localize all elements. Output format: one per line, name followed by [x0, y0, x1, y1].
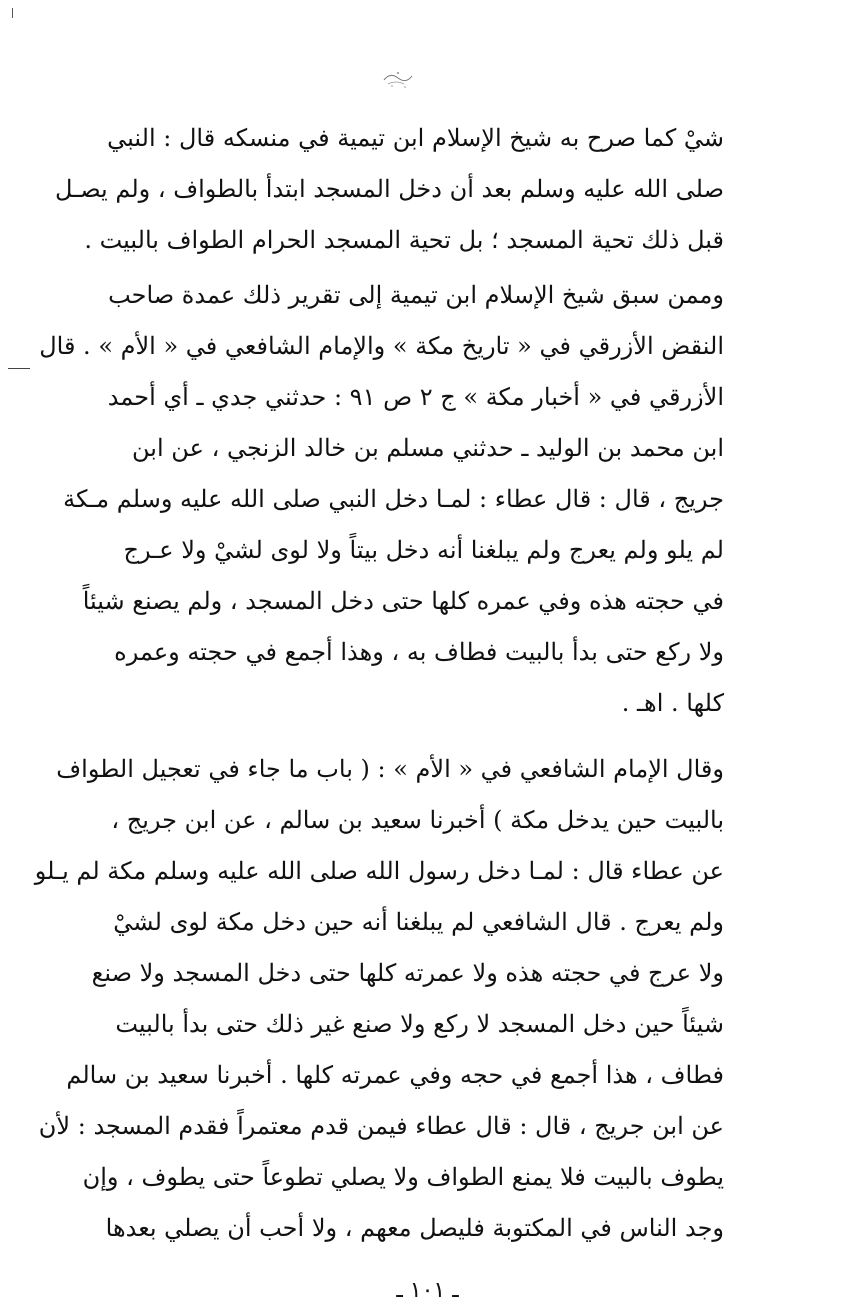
text-line: يطوف بالبيت فلا يمنع الطواف ولا يصلي تطوعاً حتى يطوف ، وإن: [82, 1163, 724, 1191]
paragraph-2: [39, 270, 724, 729]
text-line: وممن سبق شيخ الإسلام ابن تيمية إلى تقرير ذلك عمدة صاحب: [108, 281, 724, 309]
text-line: ولا عرج في حجته هذه ولا عمرته كلها حتى دخل المسجد ولا صنع: [91, 959, 724, 987]
text-line: جريج ، قال : قال عطاء : لمـا دخل النبي صلى الله عليه وسلم مـكة: [63, 485, 724, 513]
text-line: عن ابن جريج ، قال : قال عطاء فيمن قدم معتمراً فقدم المسجد : لأن: [38, 1112, 724, 1140]
page-number: ـ ١٠١ ـ: [396, 1278, 459, 1303]
text-line: كلها . اهـ .: [621, 689, 724, 717]
text-line: فطاف ، هذا أجمع في حجه وفي عمرته كلها . أخبرنا سعيد بن سالم: [66, 1061, 724, 1089]
text-line: وقال الإمام الشافعي في « الأم » : ( باب ما جاء في تعجيل الطواف: [56, 755, 724, 783]
paragraph-1: [55, 113, 724, 266]
text-line: لم يلو ولم يعرج ولم يبلغنا أنه دخل بيتاً ولا لوى لشيْ ولا عـرج: [123, 536, 724, 564]
text-line: بالبيت حين يدخل مكة ) أخبرنا سعيد بن سالم ، عن ابن جريج ،: [111, 806, 724, 834]
header-ornament-icon: [380, 66, 416, 90]
text-line: عن عطاء قال : لمـا دخل رسول الله صلى الله عليه وسلم مكة لم يـلو: [34, 857, 724, 885]
text-line: في حجته هذه وفي عمره كلها حتى دخل المسجد ، ولم يصنع شيئاً: [82, 587, 724, 615]
margin-rule: [8, 368, 30, 369]
scan-corner-mark: [12, 8, 17, 18]
text-line: ولا ركع حتى بدأ بالبيت فطاف به ، وهذا أجمع في حجته وعمره: [114, 638, 724, 666]
text-line: النقض الأزرقي في « تاريخ مكة » والإمام الشافعي في « الأم » . قال: [39, 332, 724, 360]
text-line: قبل ذلك تحية المسجد ؛ بل تحية المسجد الحرام الطواف بالبيت .: [84, 226, 724, 254]
text-line: ابن محمد بن الوليد ـ حدثني مسلم بن خالد الزنجي ، عن ابن: [132, 434, 724, 462]
text-line: شيْ كما صرح به شيخ الإسلام ابن تيمية في منسكه قال : النبي: [107, 124, 724, 152]
text-line: صلى الله عليه وسلم بعد أن دخل المسجد ابتدأ بالطواف ، ولم يصـل: [55, 175, 724, 203]
paragraph-3: [34, 744, 724, 1254]
text-line: وجد الناس في المكتوبة فليصل معهم ، ولا أحب أن يصلي بعدها: [105, 1214, 724, 1242]
text-line: الأزرقي في « أخبار مكة » ج ٢ ص ٩١ : حدثني جدي ـ أي أحمد: [107, 383, 724, 411]
text-line: شيئاً حين دخل المسجد لا ركع ولا صنع غير ذلك حتى بدأ بالبيت: [115, 1010, 724, 1038]
text-line: ولم يعرج . قال الشافعي لم يبلغنا أنه حين دخل مكة لوى لشيْ: [113, 908, 724, 936]
